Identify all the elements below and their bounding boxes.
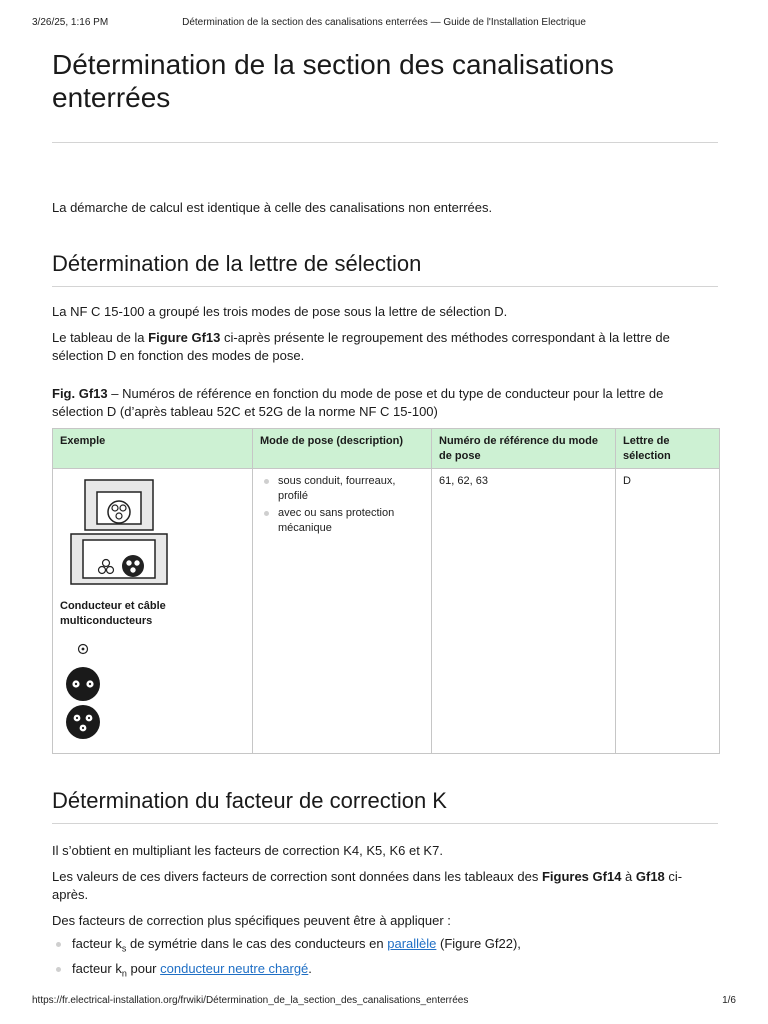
header-mode-de-pose: Mode de pose (description)	[253, 429, 432, 469]
print-url: https://fr.electrical-installation.org/frwiki/Détermination_de_la_section_des_canalisations_enterrées	[32, 995, 469, 1006]
print-date: 3/26/25, 1:16 PM	[32, 17, 109, 28]
text-run: (Figure Gf22),	[436, 936, 521, 951]
intro-paragraph: La démarche de calcul est identique à celle des canalisations non enterrées.	[52, 200, 493, 215]
print-footer	[32, 995, 736, 1009]
text-run: ci-après présente le regroupement des méthodes correspondant à la lettre de sélection D en fonction des modes de pose.	[52, 330, 670, 363]
text-run: ci-après.	[52, 869, 683, 902]
header-exemple: Exemple	[53, 429, 253, 469]
section-divider	[52, 823, 718, 824]
figure-ref: Figures Gf14	[541, 869, 622, 884]
header-lettre-selection: Lettre de sélection	[616, 429, 720, 469]
print-header	[32, 17, 736, 31]
title-divider	[52, 142, 718, 143]
text-run: de symétrie dans le cas des conducteurs en	[126, 936, 388, 951]
figure-ref: Figure Gf13	[148, 330, 221, 345]
reference-number-cell: 61, 62, 63	[432, 469, 616, 754]
section2-paragraph-1: Il s’obtient en multipliant les facteurs de correction K4, K5, K6 et K7.	[52, 843, 443, 858]
table-header-row	[53, 429, 720, 469]
figure-gf13-table	[52, 428, 720, 754]
text-run: Le tableau de la	[52, 330, 149, 345]
section2-paragraph-2	[52, 868, 718, 904]
print-page-title: Détermination de la section des canalisations enterrées — Guide de l'Installation Electrique	[182, 17, 586, 28]
print-page-number: 1/6	[722, 995, 736, 1006]
neutre-charge-link[interactable]: conducteur neutre chargé	[160, 960, 309, 976]
text-run: .	[308, 960, 312, 976]
text-run: facteur k	[72, 936, 122, 951]
example-label: Conducteur et câble multiconducteurs	[60, 600, 166, 627]
conduit-diagram-icon	[61, 477, 171, 587]
correction-factor-list	[52, 934, 718, 983]
text-run: facteur k	[72, 960, 122, 976]
section-divider	[52, 286, 718, 287]
figure-caption-text: – Numéros de référence en fonction du mode de pose et du type de conducteur pour la lettre de sélection D (d’après tableau 52C et 52G de la norme NF C 15-100)	[52, 386, 664, 419]
section1-paragraph-2	[52, 329, 718, 365]
figure-ref: Gf18	[635, 869, 665, 884]
section-correction-factor-title: Détermination du facteur de correction K	[52, 788, 447, 813]
section1-paragraph-1: La NF C 15-100 a groupé les trois modes de pose sous la lettre de sélection D.	[52, 304, 508, 319]
section-selection-letter-title: Détermination de la lettre de sélection	[52, 251, 422, 276]
list-item: avec ou sans protection mécanique	[278, 506, 424, 536]
main-content	[52, 44, 718, 983]
mode-de-pose-cell	[253, 469, 432, 754]
figure-caption	[52, 385, 718, 421]
header-numero-reference: Numéro de référence du mode de pose	[432, 429, 616, 469]
parallele-link[interactable]: parallèle	[387, 936, 437, 951]
text-run: pour	[126, 960, 161, 976]
text-run: Les valeurs de ces divers facteurs de correction sont données dans les tableaux des	[52, 869, 542, 884]
list-item	[72, 959, 718, 984]
subscript: s	[121, 943, 127, 954]
example-cell	[53, 469, 253, 754]
list-item	[72, 934, 718, 959]
mode-list	[260, 474, 424, 536]
list-item: sous conduit, fourreaux, profilé	[278, 474, 424, 504]
section2-paragraph-3: Des facteurs de correction plus spécifiques peuvent être à appliquer :	[52, 913, 451, 928]
page-title: Détermination de la section des canalisations enterrées	[52, 49, 614, 113]
cable-types-icon	[65, 639, 105, 739]
figure-label: Fig. Gf13	[52, 386, 108, 401]
subscript: n	[121, 968, 127, 979]
selection-letter-cell: D	[616, 469, 720, 754]
table-row	[53, 469, 720, 754]
text-run: à	[621, 869, 636, 884]
